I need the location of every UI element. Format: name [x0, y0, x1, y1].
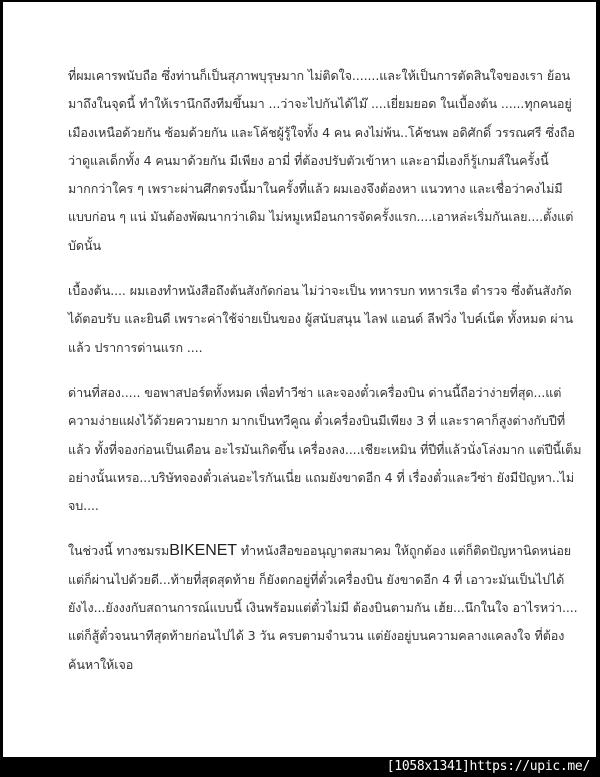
- text-segment: ทำหนังสือขออนุญาตสมาคม ให้ถูกต้อง แต่ก็ติดปัญหานิดหน่อย: [236, 543, 572, 559]
- text-line: อย่างนั้นเหรอ...บริษัทจองตั๋วเล่นอะไรกันเนี่ย แถมยังขาดอีก 4 ที่ เรื่องตั๋วและวีซ่า ยังมีปัญหา..ไม่: [68, 469, 575, 485]
- text-line: ด่านที่สอง..... ขอพาสปอร์ตทั้งหมด เพื่อทำวีซ่า และจองตั๋วเครื่องบิน ด่านนี้ถือว่าง่ายที่สุด...แต่: [68, 384, 562, 400]
- text-line: ได้ตอบรับ และยินดี เพราะค่าใช้จ่ายเป็นของ ผู้สนับสนุน ไลฟ แอนด์ ลีฟวิ่ง ไบค์เน็ต ทั้งหมด ผ่าน: [68, 311, 574, 327]
- brand-name: BIKENET: [169, 542, 237, 560]
- text-line: แบบก่อน ๆ แน่ มันต้องพัฒนากว่าเดิม ไม่หมูเหมือนการจัดครั้งแรก....เอาหล่ะเริ่มกันเลย....ตั้งแต่: [68, 209, 574, 225]
- text-line: จบ....: [68, 498, 99, 514]
- text-line: ความง่ายแฝงไว้ด้วยความยาก มากเป็นทวีคูณ ตั๋วเครื่องบินมีเพียง 3 ที่ และราคาก็สูงต่างกับปีที่: [68, 413, 566, 429]
- document-body: [68, 62, 582, 696]
- text-line: ค้นหาให้เจอ: [68, 656, 134, 672]
- paragraph-1: [68, 62, 575, 260]
- image-info-text: [1058x1341]https://upic.me/: [386, 759, 590, 774]
- text-line: ยังไง...ยังงงกับสถานการณ์แบบนี้ เงินพร้อมแต่ตั๋วไม่มี ต้องบินตามกัน เฮ้ย...นึกในใจ อาไรหว่า....: [68, 600, 578, 616]
- text-line: แต่ก็ผ่านไปด้วยดี...ท้ายที่สุดสุดท้าย ก็ยังตกอยู่ที่ตั๋วเครื่องบิน ยังขาดอีก 4 ที่ เอาวะมันเป็นไปได้: [68, 571, 565, 587]
- text-line-with-brand: [68, 537, 572, 565]
- text-line: แต่ก็สู้ตั๋วจนนาทีสุดท้ายก่อนไปได้ 3 วัน ครบตามจำนวน แต่ยังอยู่บนความคลางแคลงใจ ที่ต้อง: [68, 628, 565, 644]
- text-line: เบื้องต้น.... ผมเองทำหนังสือถึงต้นสังกัดก่อน ไม่ว่าจะเป็น ทหารบก ทหารเรือ ตำรวจ ซึ่งต้นสังกัด: [68, 283, 572, 299]
- text-line: บัดนั้น: [68, 237, 101, 253]
- text-line: เมืองเหนือด้วยกัน ซ้อมด้วยกัน และโค้ชผู้รู้ใจทั้ง 4 คน คงไม่พ้น..โค้ชนพ อดิศักดิ์ วรรณศรี ซึ่งถือ: [68, 124, 575, 140]
- paragraph-4: [68, 537, 578, 678]
- text-line: มาถึงในจุดนี้ ทำให้เรานึกถึงทีมขึ้นมา ...ว่าจะไปกันได้ไม๊ ....เยี่ยมยอด ในเบื้องต้น ......ทุกคนอยู่: [68, 96, 572, 112]
- text-line: แล้ว ปราการด่านแรก ....: [68, 339, 203, 355]
- text-segment: ในช่วงนี้ ทางชมรม: [68, 543, 170, 559]
- text-line: ที่ผมเคารพนับถือ ซึ่งท่านก็เป็นสุภาพบุรุษมาก ไม่ติดใจ.......และให้เป็นการตัดสินใจของเรา ย้อน: [68, 68, 571, 83]
- document-page: [3, 2, 596, 757]
- text-line: มากกว่าใคร ๆ เพราะผ่านศึกตรงนี้มาในครั้งที่แล้ว ผมเองจึงต้องหา แนวทาง และเชื่อว่าคงไม่มี: [68, 181, 563, 197]
- paragraph-2: [68, 277, 574, 362]
- paragraph-3: [68, 379, 582, 520]
- image-info-bar: [0, 757, 600, 777]
- text-line: แล้ว ทั้งที่จองก่อนเป็นเดือน อะไรมันเกิดขึ้น เครื่องลง....เชียะเหมิน ที่ปีที่แล้วนั่งโล่งมาก แต่ปีนี้เต็ม: [68, 441, 582, 457]
- text-line: ว่าดูแลเด็กทั้ง 4 คนมาด้วยกัน มีเพียง อามี่ ที่ต้องปรับตัวเข้าหา และอามี่เองก็รู้เกมส์ในครั้งนี้: [68, 152, 549, 168]
